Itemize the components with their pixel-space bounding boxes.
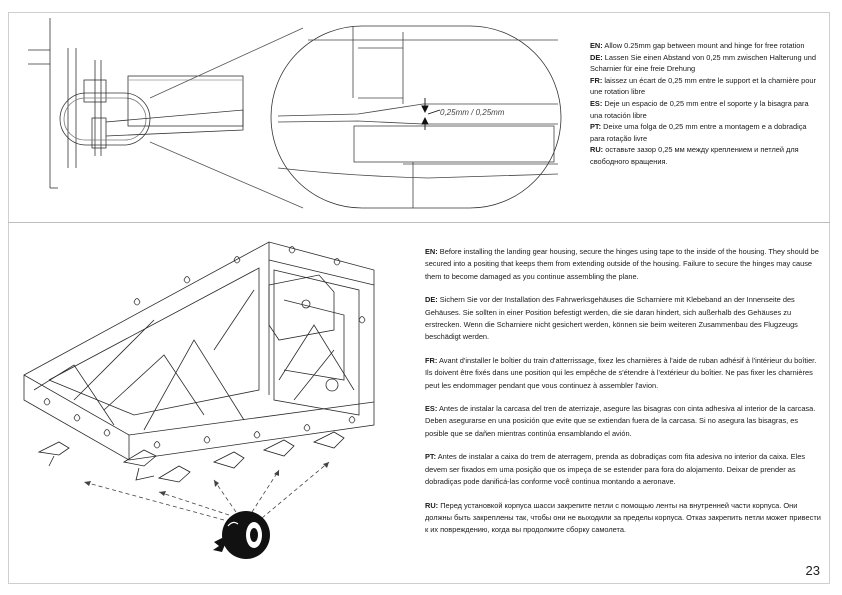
lang-item: [590, 40, 820, 52]
language-code: ES:: [590, 98, 603, 108]
landing-gear-housing-illustration: [14, 230, 414, 580]
language-code: DE:: [425, 295, 438, 305]
language-code: PT:: [425, 452, 437, 462]
lang-item: [590, 75, 820, 98]
instruction-text: Antes de instalar a caixa do trem de aterragem, prenda as dobradiças com fita adesiva no interior da caixa. Eles devem ser fixados em uma posição que os impeça de se estender para fora do alojamento. Deixar de prender as dobradiças pode danificá-las conforme você continua montando a aeronave.: [425, 452, 806, 487]
page-number: 23: [805, 563, 820, 578]
lang-item: [590, 52, 820, 75]
lang-item: [590, 98, 820, 121]
instruction-text: Antes de instalar la carcasa del tren de aterrizaje, asegure las bisagras con cinta adhesiva al interior de la carcasa. Deben asegurarse en una posición que evite que se extiendan fuera de la carcasa. Si no asegura las bisagras, es posible que se dañen mientras continúa ensamblando el avión.: [425, 404, 816, 438]
tape-roll-icon: [213, 511, 270, 559]
instruction-text: Before installing the landing gear housing, secure the hinges using tape to the inside of the housing. They should be secured into a positing that keeps them from extending outside of the housing. Failure to secure the hinges may cause them to become damaged as you continue assembling the plane.: [425, 247, 819, 281]
instruction-text: laissez un écart de 0,25 mm entre le support et la charnière pour une rotation libre: [590, 75, 816, 97]
lang-item: [590, 121, 820, 144]
lang-item: [425, 403, 823, 440]
instruction-text: Перед установкой корпуса шасси закрепите петли с помощью ленты на внутренней части корпуса. Они должны быть закреплены так, чтобы они не выходили за пределы корпуса. Отказ закрепить петли может привести к их повреждению, когда вы продолжите сборку самолета.: [425, 500, 821, 535]
instruction-text: Deje un espacio de 0,25 mm entre el soporte y la bisagra para una rotación libre: [590, 98, 809, 120]
instruction-text: Avant d'installer le boîtier du train d'atterrissage, fixez les charnières à l'aide de ruban adhésif à l'intérieur du boîtier. Ils doivent être fixés dans une position qui les empêche de s'étendre à l'extérieur du boîtier. Ne pas fixer les charnières peut les endommager pendant que vous continuez à assembler l'avion.: [425, 355, 817, 390]
section-divider: [8, 222, 830, 223]
lang-item: [425, 355, 823, 392]
lang-item: [425, 246, 823, 283]
language-code: RU:: [590, 145, 604, 155]
instruction-text: Allow 0.25mm gap between mount and hinge for free rotation: [604, 41, 805, 50]
lang-item: [590, 144, 820, 167]
language-code: DE:: [590, 52, 603, 62]
language-code: EN:: [425, 247, 438, 256]
lang-item: [425, 451, 823, 488]
lang-item: [425, 500, 823, 537]
gap-instructions: [590, 40, 820, 168]
gap-dimension-label: 0,25mm / 0,25mm: [440, 108, 505, 117]
instruction-text: Deixe uma folga de 0,25 mm entre a montagem e a dobradiça para rotação livre: [590, 122, 807, 143]
hinge-gap-detail-illustration: [28, 18, 568, 216]
housing-instructions: [425, 246, 823, 548]
language-code: FR:: [590, 75, 603, 85]
lang-item: [425, 294, 823, 344]
instruction-text: Lassen Sie einen Abstand von 0,25 mm zwischen Halterung und Scharnier für eine freie Drehung: [590, 52, 816, 74]
instruction-text: Sichern Sie vor der Installation des Fahrwerksgehäuses die Scharniere mit Klebeband an der Innenseite des Gehäuses. Sie sollten in einer Position befestigt werden, die sie daran hindert, sich außerhalb des Gehäuses zu erstrecken. Wenn die Scharniere nicht gesichert werden, können sie beim weiteren Zusammenbau des Flugzeugs beschädigt werden.: [425, 295, 798, 342]
language-code: EN:: [590, 41, 603, 50]
language-code: ES:: [425, 404, 438, 414]
language-code: RU:: [425, 500, 439, 510]
language-code: FR:: [425, 355, 438, 365]
language-code: PT:: [590, 122, 602, 132]
instruction-text: оставьте зазор 0,25 мм между креплением и петлей для свободного вращения.: [590, 145, 799, 166]
